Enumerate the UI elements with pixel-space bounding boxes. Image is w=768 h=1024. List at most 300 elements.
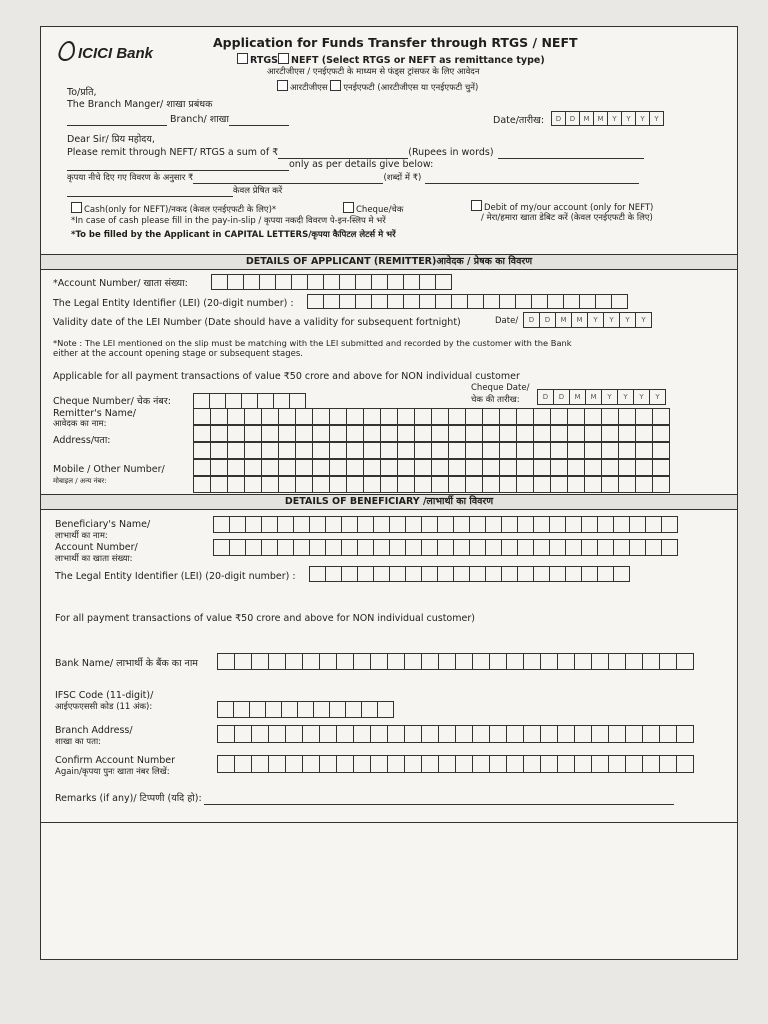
char-box[interactable] xyxy=(265,701,282,718)
char-box[interactable] xyxy=(346,408,364,425)
char-box[interactable] xyxy=(455,725,473,743)
char-box[interactable] xyxy=(329,408,347,425)
char-box[interactable] xyxy=(533,442,551,459)
char-box[interactable] xyxy=(482,442,500,459)
char-box[interactable] xyxy=(387,274,404,290)
char-box[interactable] xyxy=(278,442,296,459)
char-box[interactable] xyxy=(625,755,643,773)
branch-input-2[interactable] xyxy=(229,113,289,126)
char-box[interactable] xyxy=(257,393,274,409)
char-box[interactable] xyxy=(499,442,517,459)
char-box[interactable] xyxy=(244,408,262,425)
char-box[interactable] xyxy=(550,408,568,425)
char-box[interactable] xyxy=(437,516,454,533)
char-box[interactable] xyxy=(421,516,438,533)
char-box[interactable] xyxy=(245,539,262,556)
char-box[interactable]: Y xyxy=(635,312,652,328)
char-box[interactable] xyxy=(565,539,582,556)
char-box[interactable] xyxy=(618,476,636,493)
char-box[interactable] xyxy=(515,294,532,309)
char-box[interactable] xyxy=(259,274,276,290)
char-box[interactable] xyxy=(234,755,252,773)
char-box[interactable] xyxy=(339,294,356,309)
char-box[interactable] xyxy=(431,425,449,442)
char-box[interactable] xyxy=(584,459,602,476)
char-box[interactable] xyxy=(251,725,269,743)
char-box[interactable] xyxy=(523,755,541,773)
applicant-lei-boxes[interactable] xyxy=(307,294,627,309)
char-box[interactable] xyxy=(329,701,346,718)
char-box[interactable] xyxy=(523,653,541,670)
char-box[interactable] xyxy=(329,476,347,493)
char-box[interactable] xyxy=(389,566,406,582)
char-box[interactable] xyxy=(533,459,551,476)
char-box[interactable] xyxy=(485,516,502,533)
char-box[interactable] xyxy=(373,539,390,556)
char-box[interactable] xyxy=(506,725,524,743)
char-box[interactable] xyxy=(421,566,438,582)
char-box[interactable] xyxy=(581,539,598,556)
date-box[interactable]: Y xyxy=(621,111,636,126)
char-box[interactable] xyxy=(329,459,347,476)
cash-checkbox[interactable] xyxy=(71,202,82,213)
char-box[interactable]: D xyxy=(523,312,540,328)
char-box[interactable] xyxy=(397,408,415,425)
char-box[interactable] xyxy=(601,476,619,493)
date-box[interactable]: Y xyxy=(607,111,622,126)
char-box[interactable]: M xyxy=(571,312,588,328)
char-box[interactable] xyxy=(404,725,422,743)
char-box[interactable] xyxy=(645,539,662,556)
char-box[interactable] xyxy=(319,653,337,670)
bank-name-boxes[interactable] xyxy=(217,653,693,670)
char-box[interactable] xyxy=(363,476,381,493)
char-box[interactable] xyxy=(404,653,422,670)
char-box[interactable] xyxy=(309,516,326,533)
char-box[interactable] xyxy=(323,294,340,309)
date-box[interactable]: M xyxy=(593,111,608,126)
char-box[interactable] xyxy=(465,476,483,493)
char-box[interactable] xyxy=(533,425,551,442)
char-box[interactable] xyxy=(414,408,432,425)
char-box[interactable] xyxy=(325,566,342,582)
char-box[interactable] xyxy=(211,274,228,290)
char-box[interactable] xyxy=(273,393,290,409)
char-box[interactable] xyxy=(357,566,374,582)
char-box[interactable] xyxy=(336,725,354,743)
char-box[interactable] xyxy=(597,516,614,533)
char-box[interactable] xyxy=(289,393,306,409)
char-box[interactable] xyxy=(285,755,303,773)
char-box[interactable] xyxy=(597,539,614,556)
char-box[interactable] xyxy=(557,755,575,773)
char-box[interactable] xyxy=(227,476,245,493)
char-box[interactable] xyxy=(307,294,324,309)
char-box[interactable] xyxy=(601,459,619,476)
char-box[interactable] xyxy=(517,566,534,582)
neft-hindi-checkbox[interactable] xyxy=(330,80,341,91)
char-box[interactable] xyxy=(225,393,242,409)
char-box[interactable] xyxy=(295,459,313,476)
char-box[interactable] xyxy=(275,274,292,290)
char-box[interactable]: M xyxy=(585,389,602,405)
char-box[interactable] xyxy=(285,725,303,743)
char-box[interactable] xyxy=(435,274,452,290)
branch-input[interactable] xyxy=(67,113,167,126)
char-box[interactable]: Y xyxy=(619,312,636,328)
char-box[interactable] xyxy=(635,476,653,493)
char-box[interactable] xyxy=(469,516,486,533)
char-box[interactable] xyxy=(540,755,558,773)
debit-checkbox[interactable] xyxy=(471,200,482,211)
char-box[interactable] xyxy=(501,539,518,556)
char-box[interactable] xyxy=(261,516,278,533)
char-box[interactable] xyxy=(323,274,340,290)
char-box[interactable] xyxy=(591,725,609,743)
rtgs-hindi-checkbox[interactable] xyxy=(277,80,288,91)
char-box[interactable] xyxy=(210,442,228,459)
char-box[interactable] xyxy=(355,294,372,309)
char-box[interactable] xyxy=(652,476,670,493)
char-box[interactable] xyxy=(278,476,296,493)
char-box[interactable] xyxy=(469,539,486,556)
char-box[interactable] xyxy=(565,516,582,533)
char-box[interactable] xyxy=(312,408,330,425)
char-box[interactable] xyxy=(309,539,326,556)
char-box[interactable] xyxy=(557,725,575,743)
char-box[interactable]: M xyxy=(555,312,572,328)
char-box[interactable] xyxy=(574,653,592,670)
char-box[interactable] xyxy=(540,653,558,670)
char-box[interactable] xyxy=(380,408,398,425)
char-box[interactable] xyxy=(268,725,286,743)
char-box[interactable] xyxy=(676,653,694,670)
char-box[interactable] xyxy=(629,539,646,556)
char-box[interactable] xyxy=(281,701,298,718)
char-box[interactable] xyxy=(278,459,296,476)
char-box[interactable] xyxy=(193,476,211,493)
char-box[interactable] xyxy=(563,294,580,309)
char-box[interactable] xyxy=(389,516,406,533)
char-box[interactable] xyxy=(642,653,660,670)
char-box[interactable] xyxy=(448,408,466,425)
char-box[interactable] xyxy=(405,516,422,533)
char-box[interactable] xyxy=(567,408,585,425)
char-box[interactable] xyxy=(234,725,252,743)
char-box[interactable] xyxy=(549,539,566,556)
char-box[interactable] xyxy=(210,425,228,442)
char-box[interactable] xyxy=(652,425,670,442)
char-box[interactable] xyxy=(210,408,228,425)
char-box[interactable] xyxy=(377,701,394,718)
char-box[interactable] xyxy=(397,459,415,476)
char-box[interactable] xyxy=(618,442,636,459)
cheque-checkbox[interactable] xyxy=(343,202,354,213)
char-box[interactable] xyxy=(353,755,371,773)
char-box[interactable] xyxy=(608,653,626,670)
char-box[interactable] xyxy=(243,274,260,290)
char-box[interactable] xyxy=(346,476,364,493)
char-box[interactable] xyxy=(370,725,388,743)
char-box[interactable] xyxy=(244,442,262,459)
char-box[interactable] xyxy=(295,408,313,425)
char-box[interactable] xyxy=(613,566,630,582)
char-box[interactable] xyxy=(574,755,592,773)
char-box[interactable] xyxy=(227,425,245,442)
char-box[interactable] xyxy=(549,516,566,533)
char-box[interactable] xyxy=(499,294,516,309)
char-box[interactable] xyxy=(516,425,534,442)
char-box[interactable] xyxy=(567,425,585,442)
char-box[interactable] xyxy=(533,566,550,582)
char-box[interactable]: D xyxy=(537,389,554,405)
char-box[interactable] xyxy=(319,725,337,743)
char-box[interactable] xyxy=(213,516,230,533)
char-box[interactable] xyxy=(380,459,398,476)
char-box[interactable] xyxy=(581,566,598,582)
char-box[interactable] xyxy=(547,294,564,309)
char-box[interactable] xyxy=(336,653,354,670)
char-box[interactable] xyxy=(302,755,320,773)
char-box[interactable] xyxy=(453,566,470,582)
char-box[interactable]: Y xyxy=(603,312,620,328)
char-box[interactable] xyxy=(277,516,294,533)
char-box[interactable] xyxy=(574,725,592,743)
char-box[interactable] xyxy=(268,755,286,773)
char-box[interactable] xyxy=(659,653,677,670)
char-box[interactable] xyxy=(499,425,517,442)
char-box[interactable] xyxy=(453,539,470,556)
char-box[interactable] xyxy=(329,442,347,459)
char-box[interactable] xyxy=(625,725,643,743)
char-box[interactable] xyxy=(268,653,286,670)
char-box[interactable] xyxy=(516,476,534,493)
char-box[interactable] xyxy=(482,408,500,425)
char-box[interactable] xyxy=(213,539,230,556)
char-box[interactable] xyxy=(336,755,354,773)
char-box[interactable] xyxy=(387,653,405,670)
char-box[interactable] xyxy=(346,459,364,476)
char-box[interactable] xyxy=(389,539,406,556)
char-box[interactable] xyxy=(341,516,358,533)
char-box[interactable] xyxy=(293,539,310,556)
char-box[interactable] xyxy=(397,442,415,459)
remitter-name-boxes-2[interactable] xyxy=(193,425,669,442)
char-box[interactable] xyxy=(659,755,677,773)
char-box[interactable] xyxy=(241,393,258,409)
branch-address-boxes[interactable] xyxy=(217,725,693,743)
char-box[interactable] xyxy=(325,539,342,556)
char-box[interactable] xyxy=(341,566,358,582)
char-box[interactable] xyxy=(297,701,314,718)
char-box[interactable] xyxy=(209,393,226,409)
char-box[interactable] xyxy=(448,425,466,442)
char-box[interactable] xyxy=(217,755,235,773)
char-box[interactable] xyxy=(373,516,390,533)
char-box[interactable] xyxy=(597,566,614,582)
char-box[interactable] xyxy=(371,274,388,290)
char-box[interactable] xyxy=(550,476,568,493)
char-box[interactable] xyxy=(387,755,405,773)
char-box[interactable] xyxy=(373,566,390,582)
char-box[interactable] xyxy=(397,425,415,442)
char-box[interactable] xyxy=(421,653,439,670)
char-box[interactable]: Y xyxy=(617,389,634,405)
address-boxes-2[interactable] xyxy=(193,459,669,476)
char-box[interactable]: M xyxy=(569,389,586,405)
cash-option[interactable]: Cash(only for NEFT)/नकद (केवल एनईएफटी के लिए)* xyxy=(71,202,276,216)
char-box[interactable] xyxy=(307,274,324,290)
date-box[interactable]: D xyxy=(551,111,566,126)
char-box[interactable] xyxy=(611,294,628,309)
char-box[interactable] xyxy=(584,442,602,459)
char-box[interactable] xyxy=(295,425,313,442)
char-box[interactable] xyxy=(517,539,534,556)
char-box[interactable]: Y xyxy=(633,389,650,405)
char-box[interactable] xyxy=(531,294,548,309)
cheque-number-boxes[interactable] xyxy=(193,393,305,409)
char-box[interactable] xyxy=(584,425,602,442)
char-box[interactable] xyxy=(244,476,262,493)
char-box[interactable] xyxy=(608,755,626,773)
char-box[interactable] xyxy=(435,294,452,309)
char-box[interactable] xyxy=(371,294,388,309)
char-box[interactable] xyxy=(431,442,449,459)
char-box[interactable] xyxy=(421,725,439,743)
char-box[interactable] xyxy=(329,425,347,442)
hindi-words-input-2[interactable] xyxy=(67,185,233,197)
char-box[interactable] xyxy=(676,755,694,773)
char-box[interactable] xyxy=(506,755,524,773)
char-box[interactable] xyxy=(489,725,507,743)
char-box[interactable] xyxy=(193,393,210,409)
char-box[interactable] xyxy=(251,755,269,773)
date-box[interactable]: Y xyxy=(649,111,664,126)
char-box[interactable] xyxy=(455,755,473,773)
char-box[interactable] xyxy=(652,459,670,476)
char-box[interactable] xyxy=(313,701,330,718)
char-box[interactable] xyxy=(355,274,372,290)
remarks-input[interactable] xyxy=(204,792,674,805)
char-box[interactable] xyxy=(414,425,432,442)
char-box[interactable] xyxy=(448,442,466,459)
char-box[interactable] xyxy=(380,476,398,493)
char-box[interactable] xyxy=(618,459,636,476)
char-box[interactable] xyxy=(472,725,490,743)
char-box[interactable] xyxy=(403,274,420,290)
char-box[interactable] xyxy=(431,476,449,493)
char-box[interactable] xyxy=(451,294,468,309)
char-box[interactable] xyxy=(380,442,398,459)
char-box[interactable] xyxy=(506,653,524,670)
char-box[interactable] xyxy=(567,442,585,459)
char-box[interactable] xyxy=(261,425,279,442)
char-box[interactable] xyxy=(618,425,636,442)
char-box[interactable] xyxy=(261,539,278,556)
char-box[interactable] xyxy=(608,725,626,743)
char-box[interactable] xyxy=(431,459,449,476)
char-box[interactable] xyxy=(353,725,371,743)
char-box[interactable] xyxy=(414,459,432,476)
char-box[interactable] xyxy=(591,653,609,670)
amount-words-input[interactable] xyxy=(498,146,644,159)
char-box[interactable] xyxy=(227,408,245,425)
char-box[interactable] xyxy=(233,701,250,718)
char-box[interactable] xyxy=(652,408,670,425)
char-box[interactable] xyxy=(533,476,551,493)
char-box[interactable] xyxy=(584,476,602,493)
char-box[interactable] xyxy=(618,408,636,425)
char-box[interactable] xyxy=(438,653,456,670)
char-box[interactable] xyxy=(245,516,262,533)
char-box[interactable] xyxy=(601,442,619,459)
beneficiary-name-boxes[interactable] xyxy=(213,516,677,533)
char-box[interactable] xyxy=(438,725,456,743)
char-box[interactable] xyxy=(517,516,534,533)
char-box[interactable] xyxy=(421,539,438,556)
debit-option[interactable]: Debit of my/our account (only for NEFT) xyxy=(471,200,653,214)
char-box[interactable] xyxy=(312,476,330,493)
char-box[interactable] xyxy=(405,539,422,556)
char-box[interactable] xyxy=(499,459,517,476)
char-box[interactable] xyxy=(465,425,483,442)
char-box[interactable] xyxy=(261,442,279,459)
hindi-words-input[interactable] xyxy=(425,172,639,184)
char-box[interactable] xyxy=(295,442,313,459)
date-box[interactable]: M xyxy=(579,111,594,126)
char-box[interactable] xyxy=(485,539,502,556)
char-box[interactable] xyxy=(227,274,244,290)
char-box[interactable] xyxy=(533,516,550,533)
char-box[interactable] xyxy=(380,425,398,442)
char-box[interactable] xyxy=(485,566,502,582)
char-box[interactable]: Y xyxy=(601,389,618,405)
char-box[interactable] xyxy=(291,274,308,290)
char-box[interactable] xyxy=(295,476,313,493)
date-box[interactable]: Y xyxy=(635,111,650,126)
char-box[interactable] xyxy=(319,755,337,773)
char-box[interactable] xyxy=(652,442,670,459)
char-box[interactable] xyxy=(516,442,534,459)
char-box[interactable] xyxy=(227,442,245,459)
mobile-boxes[interactable] xyxy=(193,476,669,493)
char-box[interactable] xyxy=(341,539,358,556)
char-box[interactable] xyxy=(346,442,364,459)
char-box[interactable] xyxy=(357,539,374,556)
char-box[interactable] xyxy=(261,408,279,425)
char-box[interactable] xyxy=(251,653,269,670)
char-box[interactable] xyxy=(499,476,517,493)
char-box[interactable]: Y xyxy=(587,312,604,328)
char-box[interactable] xyxy=(465,459,483,476)
char-box[interactable] xyxy=(642,755,660,773)
char-box[interactable] xyxy=(285,653,303,670)
char-box[interactable] xyxy=(467,294,484,309)
hindi-amount-input[interactable] xyxy=(193,172,383,184)
char-box[interactable] xyxy=(591,755,609,773)
char-box[interactable] xyxy=(584,408,602,425)
char-box[interactable] xyxy=(363,459,381,476)
char-box[interactable] xyxy=(405,566,422,582)
date-box[interactable]: D xyxy=(565,111,580,126)
char-box[interactable] xyxy=(345,701,362,718)
char-box[interactable] xyxy=(353,653,371,670)
char-box[interactable] xyxy=(302,653,320,670)
char-box[interactable] xyxy=(472,755,490,773)
char-box[interactable] xyxy=(261,459,279,476)
char-box[interactable] xyxy=(312,459,330,476)
char-box[interactable] xyxy=(249,701,266,718)
